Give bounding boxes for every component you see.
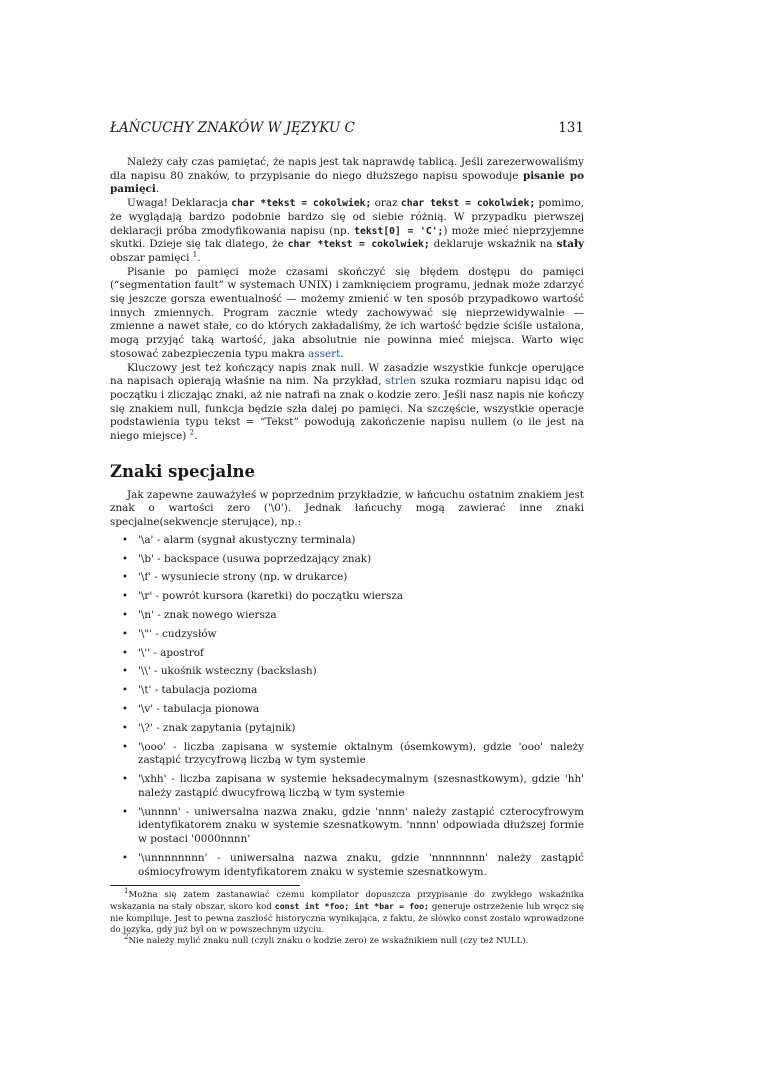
inline-code: char *tekst = cokolwiek; [287, 239, 430, 251]
text: obszar pamięci [110, 251, 193, 264]
text: deklaruje wskaźnik na [429, 238, 557, 251]
text: Uwaga! Deklaracja [127, 197, 232, 210]
section-heading: Znaki specjalne [110, 461, 255, 481]
list-item-text: '\\' - ukośnik wsteczny (backslash) [138, 665, 317, 678]
list-item [110, 534, 584, 548]
inline-code: tekst[0] = 'C'; [354, 225, 444, 237]
footnote-ref: 1 [192, 250, 198, 259]
footnote-ref: 2 [189, 428, 195, 437]
text: . [155, 183, 160, 196]
list-item-text: '\ooo' - liczba zapisana w systemie oktalnym (ósemkowym), gdzie 'ooo' należy zastąpić trzycyfrową liczbą w tym systemie [138, 740, 584, 767]
text: . [194, 430, 198, 443]
list-item [110, 628, 584, 642]
running-header [110, 120, 584, 136]
list-item [110, 703, 584, 717]
list-item [110, 609, 584, 623]
list-item [110, 665, 584, 679]
list-item [110, 571, 584, 585]
list-item [110, 553, 584, 567]
paragraph-4 [110, 362, 584, 444]
bold-term: stały [556, 238, 585, 251]
text: pomimo, że wyglądają bardzo podobnie bardzo się od siebie różnią. W przypadku pierwszej deklaracji próba zmodyfikowania napisu (np. [110, 197, 584, 237]
inline-code: const int *foo; int *bar = foo; [274, 901, 429, 912]
footnote-number: 2 [124, 933, 129, 942]
paragraph-3 [110, 266, 584, 362]
footnote-rule [110, 885, 300, 886]
list-item [110, 852, 584, 879]
text: Należy cały czas pamiętać, że napis jest tak naprawdę tablicą. Jeśli zarezerwowaliśmy dla napisu 80 znaków, to przypisanie do niego dłuższego napisu spowoduje [110, 156, 584, 182]
text: generuje ostrzeżenie lub wręcz się nie kompiluje. Jest to pewna zaszłość historyczna wynikająca, z faktu, że słówko const zostało wprowadzone do języka, gdy już był on w powszechnym użyciu. [110, 902, 585, 935]
list-item [110, 722, 584, 736]
bullet-icon: • [122, 572, 128, 584]
list-item-text: '\a' - alarm (sygnał akustyczny terminala) [138, 533, 356, 546]
bullet-icon: • [122, 722, 128, 734]
bullet-icon: • [122, 628, 128, 640]
section-intro: Jak zapewne zauważyłeś w poprzednim przykładzie, w łańcuchu ostatnim znakiem jest znak o wartości zero ('\0'). Jednak łańcuchy mogą zawierać inne znaki specjalne(sekwencje sterujące), np.: [110, 488, 584, 529]
bullet-icon: • [122, 534, 128, 546]
chapter-title: ŁAŃCUCHY ZNAKÓW W JĘZYKU C [110, 120, 355, 136]
page-number: 131 [558, 120, 584, 136]
bullet-icon: • [122, 553, 128, 565]
bullet-icon: • [122, 610, 128, 622]
text: oraz [371, 197, 401, 210]
list-item-text: '\v' - tabulacja pionowa [138, 703, 260, 716]
bullet-icon: • [122, 852, 128, 864]
list-item-text: '\r' - powrót kursora (karetki) do początku wiersza [138, 590, 404, 603]
bullet-icon: • [122, 774, 128, 786]
escape-sequence-list [110, 534, 584, 879]
text: Pisanie po pamięci może czasami skończyć się błędem dostępu do pamięci (“segmentation fault” w systemach UNIX) i zamknięciem programu, jednak może zdarzyć się jeszcze gorsza ewentualność — możemy zmienić w ten sposób przypadkowo wartość innych zmiennych. Program zacznie wtedy zachowywać się nieprzewidywalnie — zmienne a nawet stałe, co do których zakładaliśmy, że ich wartość będzie ściśle ustalona, mogą przyjąć taką wartość, jaka absolutnie nie powinna mieć miejsca. Warto więc stosować zabezpieczenia typu makra [110, 265, 584, 360]
bullet-icon: • [122, 591, 128, 603]
list-item [110, 684, 584, 698]
list-item-text: '\'' - apostrof [138, 646, 204, 659]
bold-term: pisanie po pamięci [110, 169, 584, 196]
list-item-text: '\?' - znak zapytania (pytajnik) [138, 721, 296, 734]
text: Nie należy mylić znaku null (czyli znaku o kodzie zero) ze wskaźnikiem null (czy też NULL). [128, 936, 529, 947]
text: ) może mieć nieprzyjemne skutki. Dzieje się tak dlatego, że [110, 224, 584, 251]
list-item [110, 806, 584, 847]
footnote-number: 1 [124, 887, 129, 896]
list-item [110, 590, 584, 604]
list-item-text: '\"' - cudzysłów [138, 627, 217, 640]
inline-code: char *tekst = cokolwiek; [231, 198, 372, 210]
list-item-text: '\xhh' - liczba zapisana w systemie heksadecymalnym (szesnastkowym), gdzie 'hh' należy zastąpić dwucyfrową liczbą w tym systemie [138, 773, 584, 799]
strlen-link[interactable]: strlen [385, 375, 417, 388]
list-item [110, 773, 584, 800]
bullet-icon: • [122, 666, 128, 678]
list-item [110, 741, 584, 768]
list-item-text: '\unnnn' - uniwersalna nazwa znaku, gdzie 'nnnn' należy zastąpić czterocyfrowym identyfikatorem znaku w systemie szesnatkowym. 'nnnn' odpowiada dłuższej formie w postaci '0000nnnn' [138, 805, 584, 846]
footnote-2 [110, 933, 584, 947]
page [110, 120, 584, 947]
bullet-icon: • [122, 741, 128, 753]
footnote-1 [110, 887, 585, 936]
list-item-text: '\t' - tabulacja pozioma [138, 684, 258, 697]
text: Kluczowy jest też kończący napis znak null. W zasadzie wszystkie funkcje operujące na napisach opierają właśnie na nim. Na przykład, [110, 361, 584, 388]
text: . [340, 347, 344, 360]
assert-link[interactable]: assert [308, 347, 341, 360]
list-item-text: '\b' - backspace (usuwa poprzedzający znak) [138, 552, 372, 565]
inline-code: char tekst = cokolwiek; [400, 198, 536, 210]
text: . [197, 251, 201, 264]
bullet-icon: • [122, 704, 128, 716]
bullet-icon: • [122, 806, 128, 818]
text: Można się zatem zastanawiać czemu kompilator dopuszcza przypisanie do zwykłego wskaźnika wskazania na stały obszar, skoro kod [110, 890, 584, 913]
list-item-text: '\f' - wysuniecie strony (np. w drukarce) [138, 571, 348, 584]
paragraph-2 [110, 197, 584, 266]
bullet-icon: • [122, 647, 128, 659]
bullet-icon: • [122, 685, 128, 697]
list-item [110, 647, 584, 661]
list-item-text: '\n' - znak nowego wiersza [138, 609, 277, 622]
text: szuka rozmiaru napisu idąc od początku i zliczając znaki, aż nie natrafi na znak o kodzie zero. Jeśli nasz napis nie kończy się znakiem null, funkcja będzie szła dalej po pamięci. Na szczęście, wszystkie operacje podstawienia typu tekst = “Tekst” powodują zakończenie napisu nullem (o ile jest na niego miejsce) [110, 375, 585, 443]
list-item-text: '\unnnnnnnn' - uniwersalna nazwa znaku, gdzie 'nnnnnnnn' należy zastąpić ośmiocyfrowym identyfikatorem znaku w systemie szesnatkowym. [138, 851, 584, 878]
paragraph-1 [110, 156, 584, 197]
